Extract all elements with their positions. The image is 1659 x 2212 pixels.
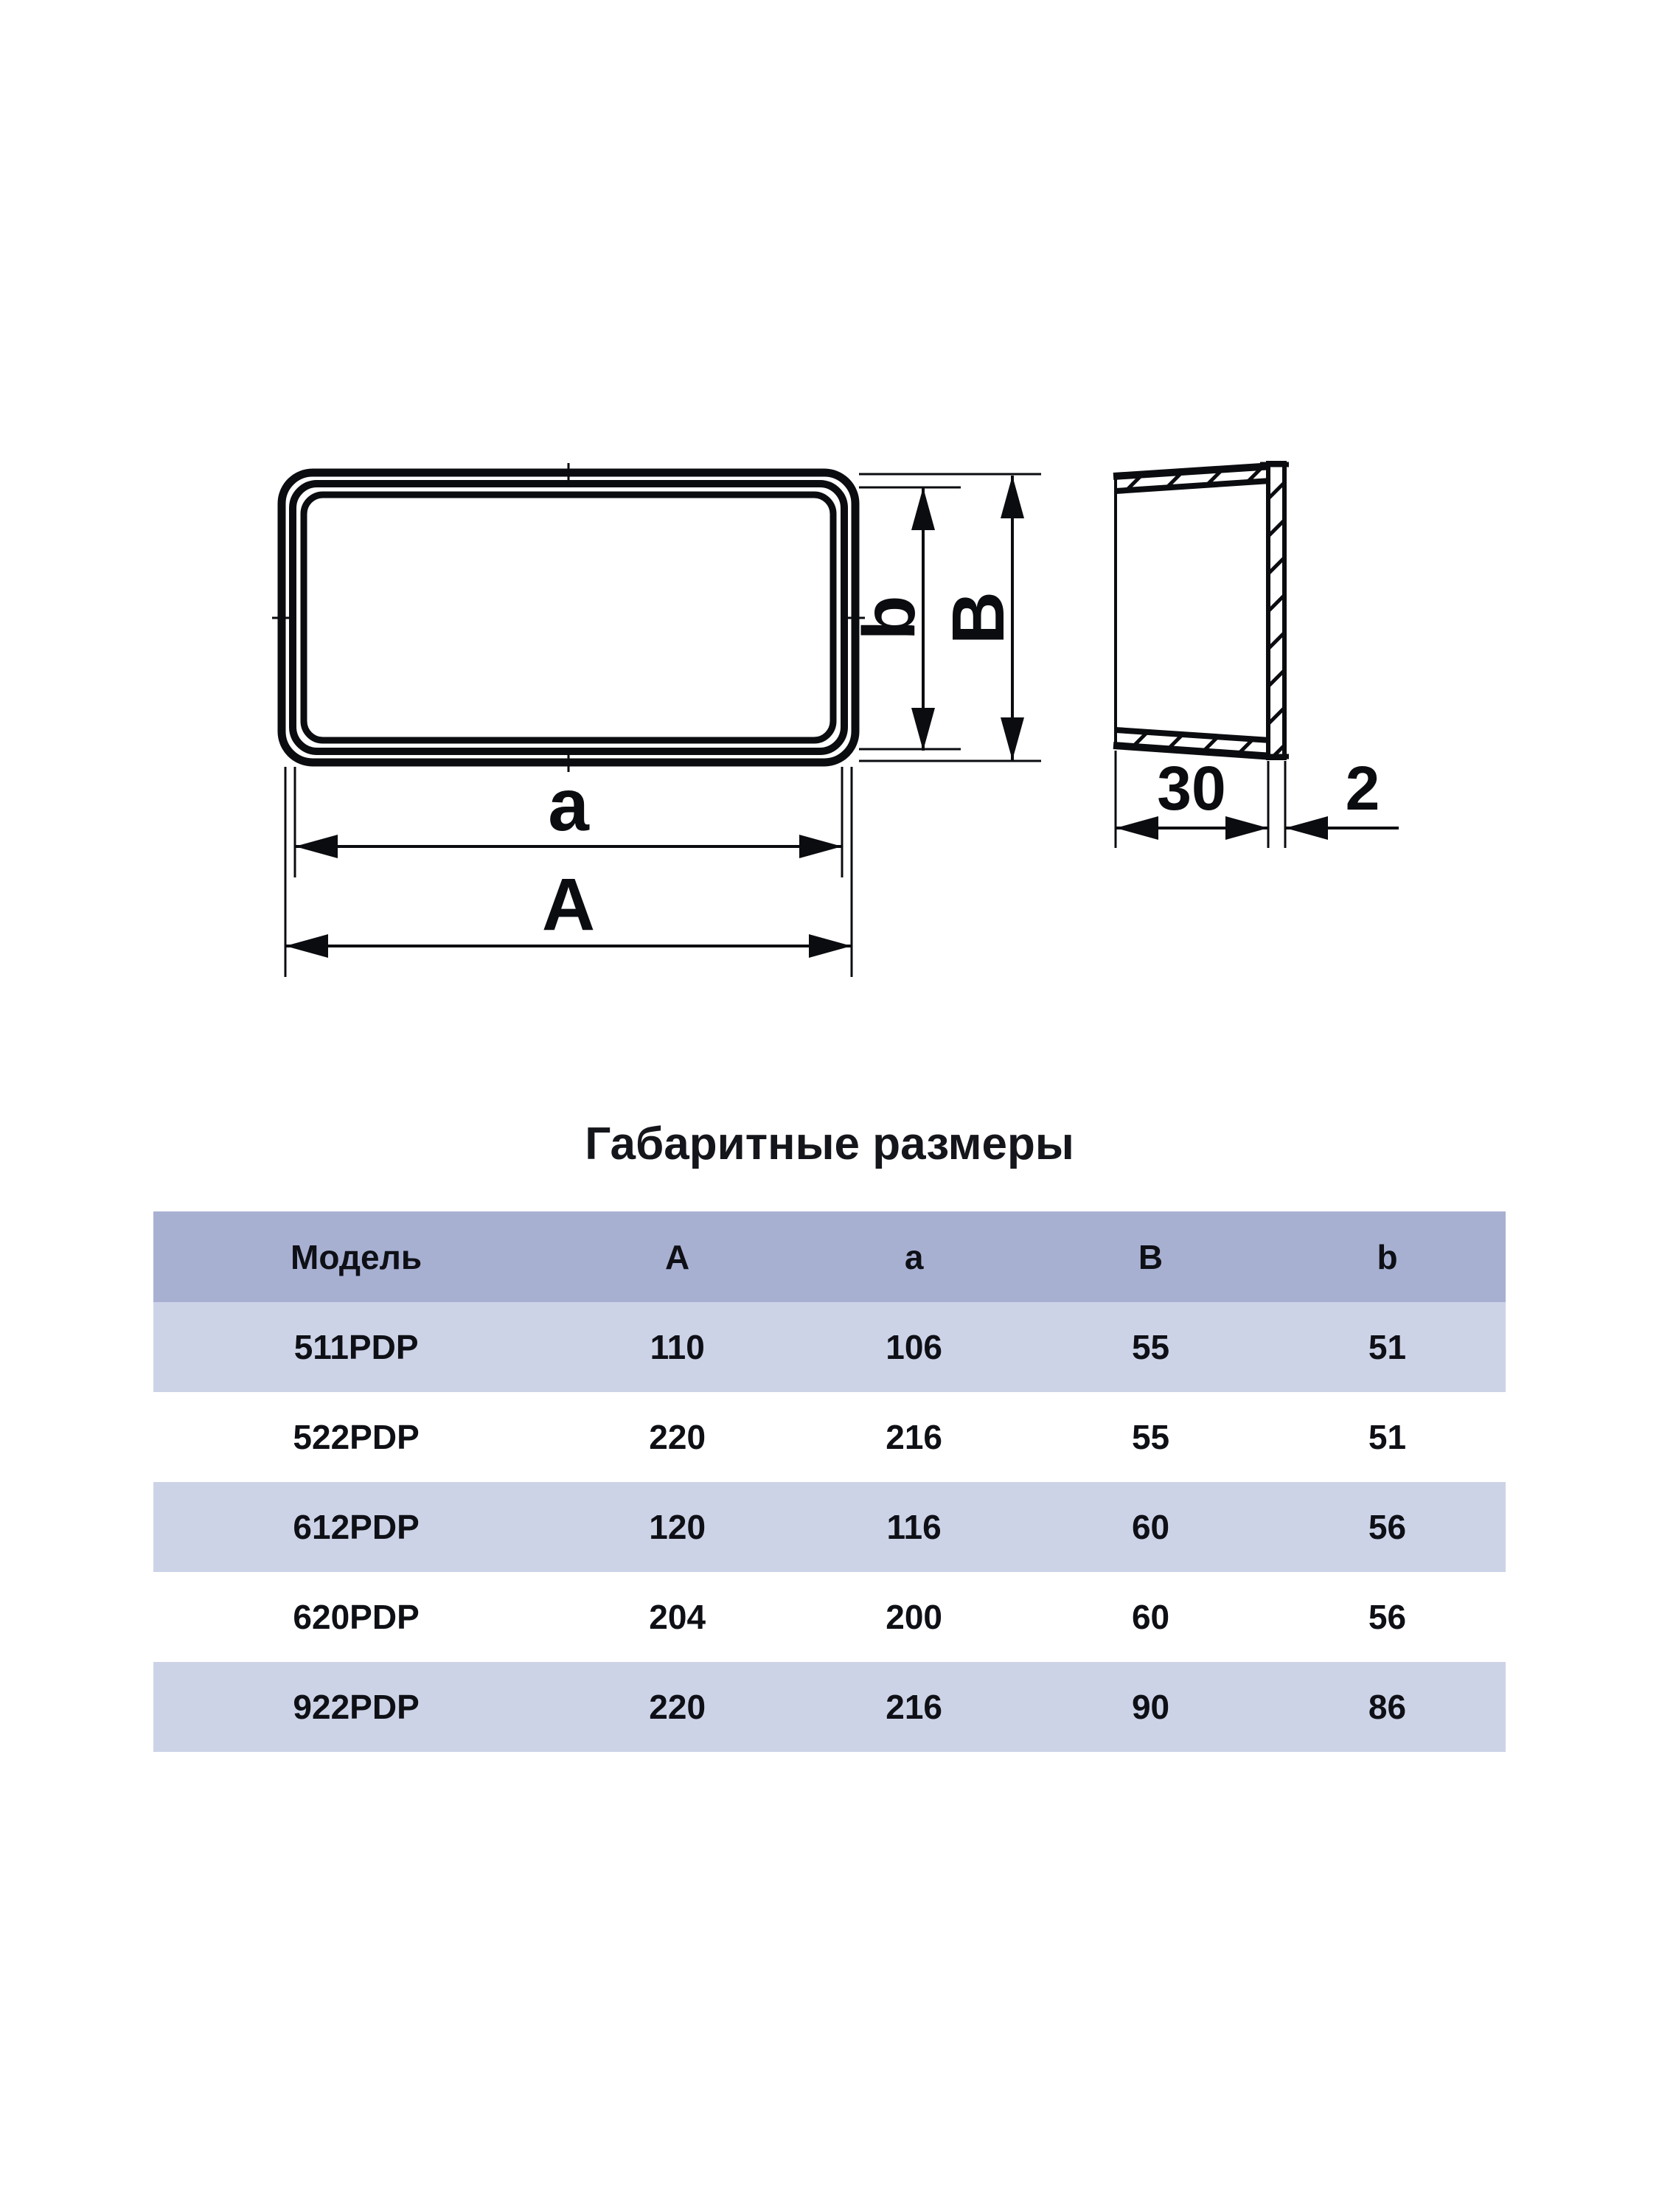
dimension-b: [848, 487, 935, 751]
value-cell: 204: [649, 1598, 706, 1636]
section-title: Габаритные размеры: [585, 1119, 1074, 1169]
value-cell: 86: [1368, 1688, 1407, 1726]
dimension-B: [937, 476, 1024, 760]
header-col-b: b: [1377, 1237, 1398, 1276]
arrowhead-left-icon: [1116, 816, 1158, 840]
arrowhead-down-icon: [1001, 717, 1024, 760]
label-A: A: [541, 863, 596, 946]
value-cell: 216: [886, 1418, 942, 1456]
model-cell: 511PDP: [293, 1328, 419, 1366]
arrowhead-left-icon: [1285, 816, 1328, 840]
value-cell: 110: [650, 1328, 705, 1366]
model-cell: 522PDP: [293, 1418, 420, 1456]
arrowhead-down-icon: [911, 708, 935, 751]
arrowhead-left-icon: [295, 835, 338, 858]
value-cell: 56: [1368, 1508, 1407, 1546]
table-row: [153, 1482, 1506, 1572]
dimension-A: [285, 863, 852, 958]
arrowhead-up-icon: [1001, 476, 1024, 518]
front-view: [272, 463, 1041, 977]
table-header-row: [153, 1211, 1506, 1302]
value-cell: 55: [1131, 1418, 1170, 1456]
table-row: [153, 1392, 1506, 1482]
header-col-a: a: [904, 1237, 924, 1276]
model-cell: 620PDP: [293, 1598, 420, 1636]
value-cell: 90: [1131, 1688, 1170, 1726]
value-cell: 200: [886, 1598, 942, 1636]
dimension-a: [295, 764, 842, 858]
dimension-depth-30: [1116, 754, 1268, 840]
table-row: [153, 1662, 1506, 1752]
label-B: B: [937, 591, 1020, 645]
dimension-flange-2: [1285, 754, 1399, 840]
value-cell: 120: [649, 1508, 706, 1546]
header-model: Модель: [291, 1237, 422, 1276]
arrowhead-right-icon: [1225, 816, 1268, 840]
side-view: [1113, 463, 1399, 848]
table-row: [153, 1572, 1506, 1662]
value-cell: 116: [886, 1508, 942, 1546]
model-cell: 612PDP: [293, 1508, 420, 1546]
header-col-B: B: [1138, 1237, 1164, 1276]
value-cell: 106: [886, 1328, 942, 1366]
value-cell: 56: [1368, 1598, 1407, 1636]
arrowhead-left-icon: [285, 934, 328, 958]
side-body-outline: [1113, 466, 1273, 757]
label-30: 30: [1157, 754, 1226, 823]
value-cell: 51: [1368, 1328, 1407, 1366]
duct-cross-section-outline: [282, 473, 855, 762]
label-2: 2: [1345, 754, 1380, 823]
value-cell: 51: [1368, 1418, 1407, 1456]
value-cell: 60: [1131, 1508, 1170, 1546]
dimensions-table: [153, 1211, 1506, 1752]
value-cell: 55: [1131, 1328, 1170, 1366]
arrowhead-up-icon: [911, 487, 935, 530]
flange: [1268, 463, 1284, 758]
arrowhead-right-icon: [809, 934, 852, 958]
value-cell: 220: [649, 1418, 706, 1456]
header-col-A: A: [665, 1237, 690, 1276]
dimension-drawing: [0, 0, 1659, 1069]
arrowhead-right-icon: [799, 835, 842, 858]
label-b: b: [848, 595, 931, 641]
model-cell: 922PDP: [293, 1688, 420, 1726]
value-cell: 220: [649, 1688, 706, 1726]
table-row: [153, 1302, 1506, 1392]
value-cell: 216: [886, 1688, 942, 1726]
value-cell: 60: [1131, 1598, 1170, 1636]
label-a: a: [548, 764, 589, 846]
axis-tick-marks: [272, 463, 865, 772]
